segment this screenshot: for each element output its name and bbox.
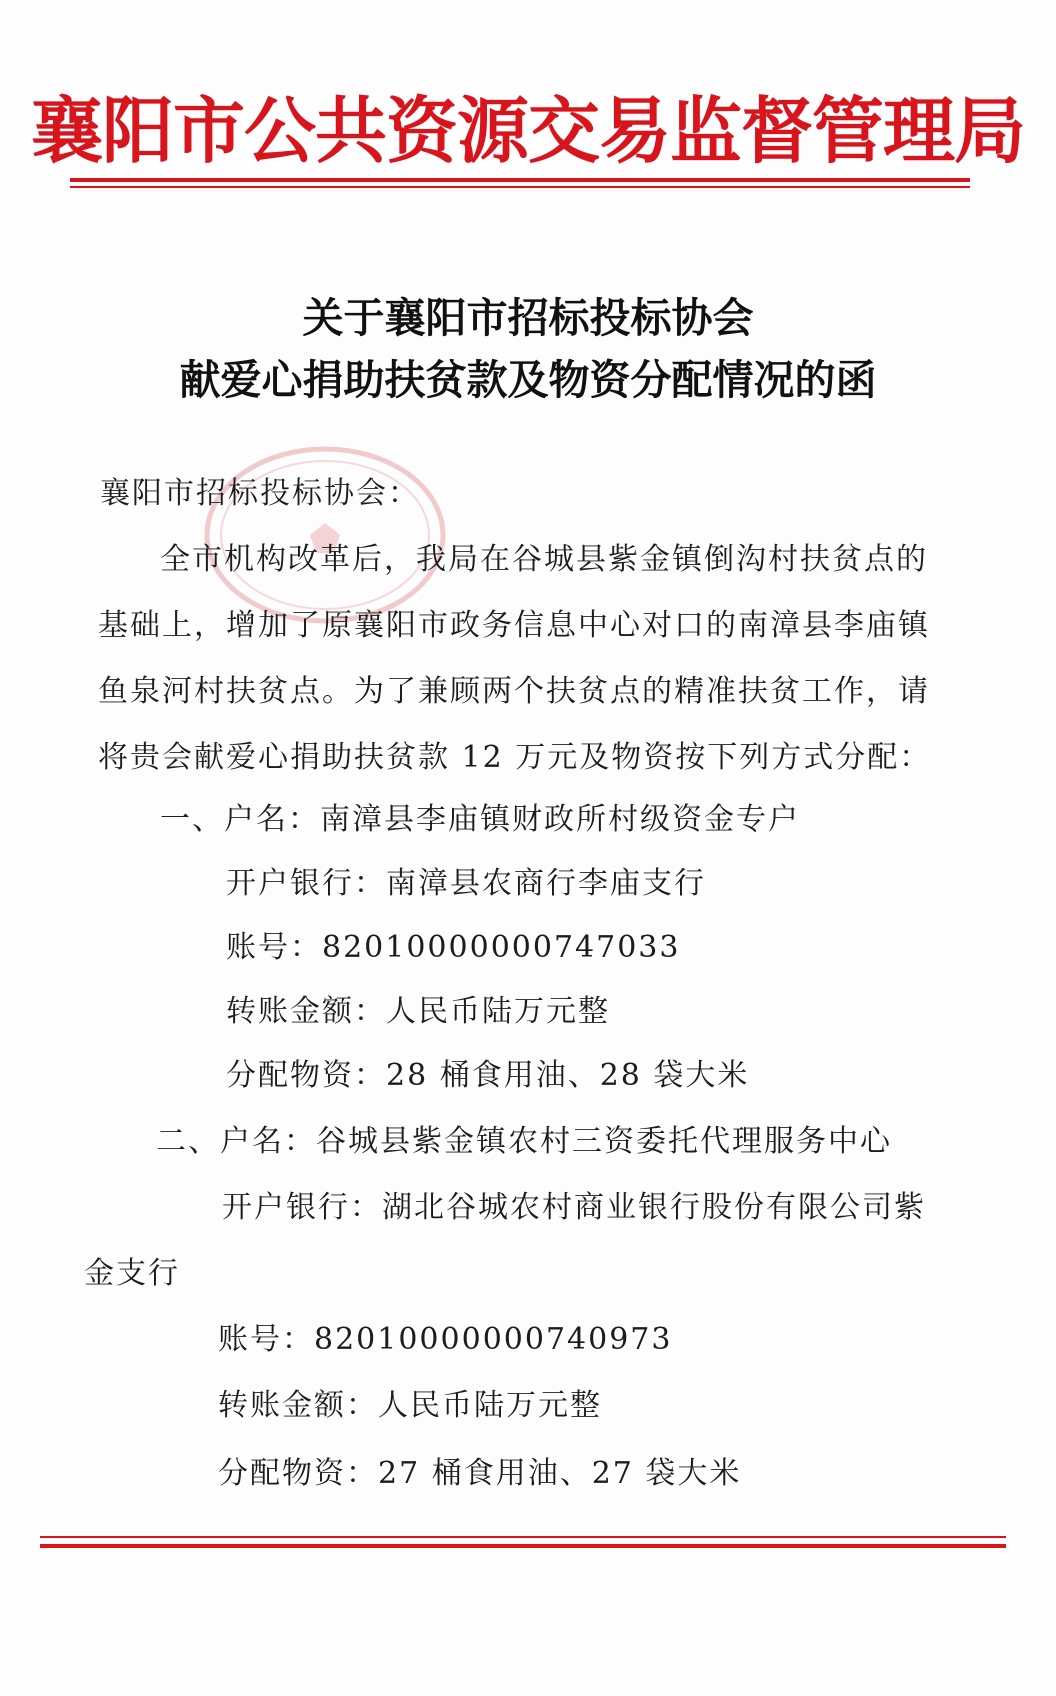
allocation-2-account-number: 账号：82010000000740973 — [218, 1322, 673, 1357]
official-seal-stamp — [200, 440, 450, 630]
allocation-2-amount: 转账金额：人民币陆万元整 — [218, 1388, 602, 1423]
allocation-1-bank: 开户银行：南漳县农商行李庙支行 — [226, 866, 706, 901]
footer-rule-top — [40, 1536, 1006, 1538]
body-paragraph-line-4: 将贵会献爱心捐助扶贫款 12 万元及物资按下列方式分配： — [98, 740, 932, 775]
body-paragraph-line-2: 基础上，增加了原襄阳市政务信息中心对口的南漳县李庙镇 — [98, 608, 930, 643]
salutation: 襄阳市招标投标协会： — [100, 476, 420, 511]
allocation-1-amount: 转账金额：人民币陆万元整 — [226, 994, 610, 1029]
footer-rule-bottom — [40, 1544, 1006, 1548]
allocation-2-materials: 分配物资：27 桶食用油、27 袋大米 — [218, 1456, 742, 1491]
allocation-1-account-name: 一、户名：南漳县李庙镇财政所村级资金专户 — [160, 802, 800, 837]
letterhead-rule-bottom — [70, 186, 970, 188]
allocation-2-bank: 开户银行：湖北谷城农村商业银行股份有限公司紫 — [222, 1190, 926, 1225]
document-title-line-2: 献爱心捐助扶贫款及物资分配情况的函 — [179, 356, 877, 404]
letterhead-org-name: 襄阳市公共资源交易监督管理局 — [30, 88, 1025, 173]
allocation-1-account-number: 账号：82010000000747033 — [226, 930, 681, 965]
allocation-2-account-name: 二、户名：谷城县紫金镇农村三资委托代理服务中心 — [156, 1124, 892, 1159]
letterhead-rule-top — [70, 178, 970, 182]
document-title-line-1: 关于襄阳市招标投标协会 — [302, 294, 754, 342]
body-paragraph-line-3: 鱼泉河村扶贫点。为了兼顾两个扶贫点的精准扶贫工作，请 — [98, 674, 930, 709]
allocation-1-materials: 分配物资：28 桶食用油、28 袋大米 — [226, 1058, 750, 1093]
allocation-2-bank-continued: 金支行 — [84, 1256, 180, 1291]
body-paragraph-line-1: 全市机构改革后，我局在谷城县紫金镇倒沟村扶贫点的 — [160, 542, 928, 577]
